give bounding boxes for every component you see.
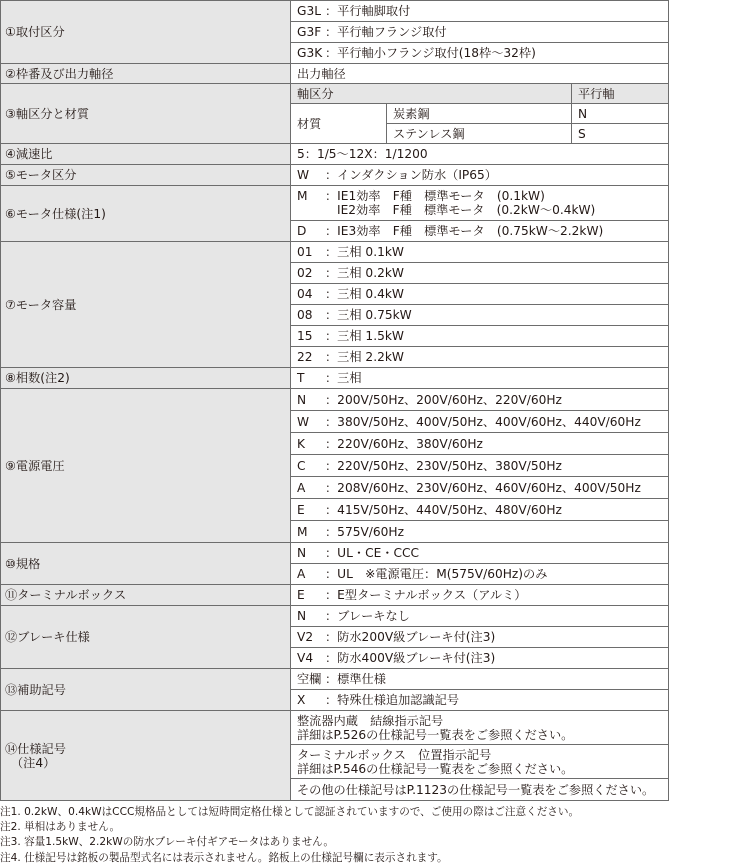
row-label-motor-spec: ⑥モータ仕様(注1) xyxy=(1,186,291,242)
material-name: ステンレス鋼 xyxy=(387,124,572,144)
material-name: 炭素鋼 xyxy=(387,104,572,124)
parallel-shaft-header: 平行軸 xyxy=(572,84,669,104)
row-label-brake: ⑫ブレーキ仕様 xyxy=(1,606,291,669)
row-label-voltage: ⑨電源電圧 xyxy=(1,389,291,543)
row-label-shaft: ③軸区分と材質 xyxy=(1,84,291,144)
option-cell: V2 ：防水200V級ブレーキ付(注3) xyxy=(291,627,669,648)
row-label-mounting: ①取付区分 xyxy=(1,1,291,64)
spec-code-cell: ターミナルボックス 位置指示記号 詳細はP.546の仕様記号一覧表をご参照ください。 xyxy=(291,745,669,779)
option-cell: 15 ：三相 1.5kW xyxy=(291,326,669,347)
row-label-aux: ⑬補助記号 xyxy=(1,669,291,711)
option-cell: K ：220V/60Hz、380V/60Hz xyxy=(291,433,669,455)
option-cell: A ：UL ※電源電圧：M(575V/60Hz)のみ xyxy=(291,564,669,585)
row-label-ratio: ④減速比 xyxy=(1,144,291,165)
option-cell: G3K ：平行軸小フランジ取付(18枠～32枠) xyxy=(291,43,669,64)
option-cell: X ：特殊仕様追加認識記号 xyxy=(291,690,669,711)
option-cell: 04 ：三相 0.4kW xyxy=(291,284,669,305)
row-label-capacity: ⑦モータ容量 xyxy=(1,242,291,368)
option-cell: N ：UL・CE・CCC xyxy=(291,543,669,564)
row-label-standard: ⑩規格 xyxy=(1,543,291,585)
value-cell: 5：1/5～12X：1/1200 xyxy=(291,144,669,165)
row-label-motor-type: ⑤モータ区分 xyxy=(1,165,291,186)
option-cell: M ：IE1効率 F種 標準モータ (0.1kW) IE2効率 F種 標準モータ (0.2kW～0.4kW) xyxy=(291,186,669,221)
option-cell: 02 ：三相 0.2kW xyxy=(291,263,669,284)
material-code: S xyxy=(572,124,669,144)
option-cell: A ：208V/60Hz、230V/60Hz、460V/60Hz、400V/50Hz xyxy=(291,477,669,499)
footnote: 注2. 単相はありません。 xyxy=(0,821,121,834)
option-cell: E ：E型ターミナルボックス（アルミ） xyxy=(291,585,669,606)
option-cell: G3F ：平行軸フランジ取付 xyxy=(291,22,669,43)
material-label: 材質 xyxy=(291,104,387,144)
spec-code-cell: 整流器内蔵 結線指示記号 詳細はP.526の仕様記号一覧表をご参照ください。 xyxy=(291,711,669,745)
material-code: N xyxy=(572,104,669,124)
option-cell: 01 ：三相 0.1kW xyxy=(291,242,669,263)
option-cell: W ：380V/50Hz、400V/50Hz、400V/60Hz、440V/60Hz xyxy=(291,411,669,433)
option-cell: N ：200V/50Hz、200V/60Hz、220V/60Hz xyxy=(291,389,669,411)
spec-code-cell: その他の仕様記号はP.1123の仕様記号一覧表をご参照ください。 xyxy=(291,779,669,801)
footnote: 注4. 仕様記号は銘板の製品型式名には表示されません。銘板上の仕様記号欄に表示されます。 xyxy=(0,851,448,864)
option-cell: C ：220V/50Hz、230V/50Hz、380V/50Hz xyxy=(291,455,669,477)
value-cell: 出力軸径 xyxy=(291,64,669,84)
shaft-header: 軸区分 xyxy=(291,84,572,104)
option-cell: 22 ：三相 2.2kW xyxy=(291,347,669,368)
option-cell: D ：IE3効率 F種 標準モータ (0.75kW～2.2kW) xyxy=(291,221,669,242)
row-label-terminal-box: ⑪ターミナルボックス xyxy=(1,585,291,606)
option-cell: V4 ：防水400V級ブレーキ付(注3) xyxy=(291,648,669,669)
option-cell: W ：インダクション防水（IP65） xyxy=(291,165,669,186)
footnote: 注3. 容量1.5kW、2.2kWの防水ブレーキ付ギアモータはありません。 xyxy=(0,836,335,849)
option-cell: G3L ：平行軸脚取付 xyxy=(291,1,669,22)
footnotes xyxy=(0,805,579,866)
option-cell: E ：415V/50Hz、440V/50Hz、480V/60Hz xyxy=(291,499,669,521)
row-label-phase: ⑧相数(注2) xyxy=(1,368,291,389)
option-cell: M ：575V/60Hz xyxy=(291,521,669,543)
row-label-frame: ②枠番及び出力軸径 xyxy=(1,64,291,84)
option-cell: T ：三相 xyxy=(291,368,669,389)
option-cell: 空欄 ：標準仕様 xyxy=(291,669,669,690)
option-cell: N ：ブレーキなし xyxy=(291,606,669,627)
footnote: 注1. 0.2kW、0.4kWはCCC規格品としては短時間定格仕様として認証されていますので、ご使用の際はご注意ください。 xyxy=(0,806,580,818)
option-cell: 08 ：三相 0.75kW xyxy=(291,305,669,326)
row-label-spec-code: ⑭仕様記号 （注4） xyxy=(1,711,291,801)
